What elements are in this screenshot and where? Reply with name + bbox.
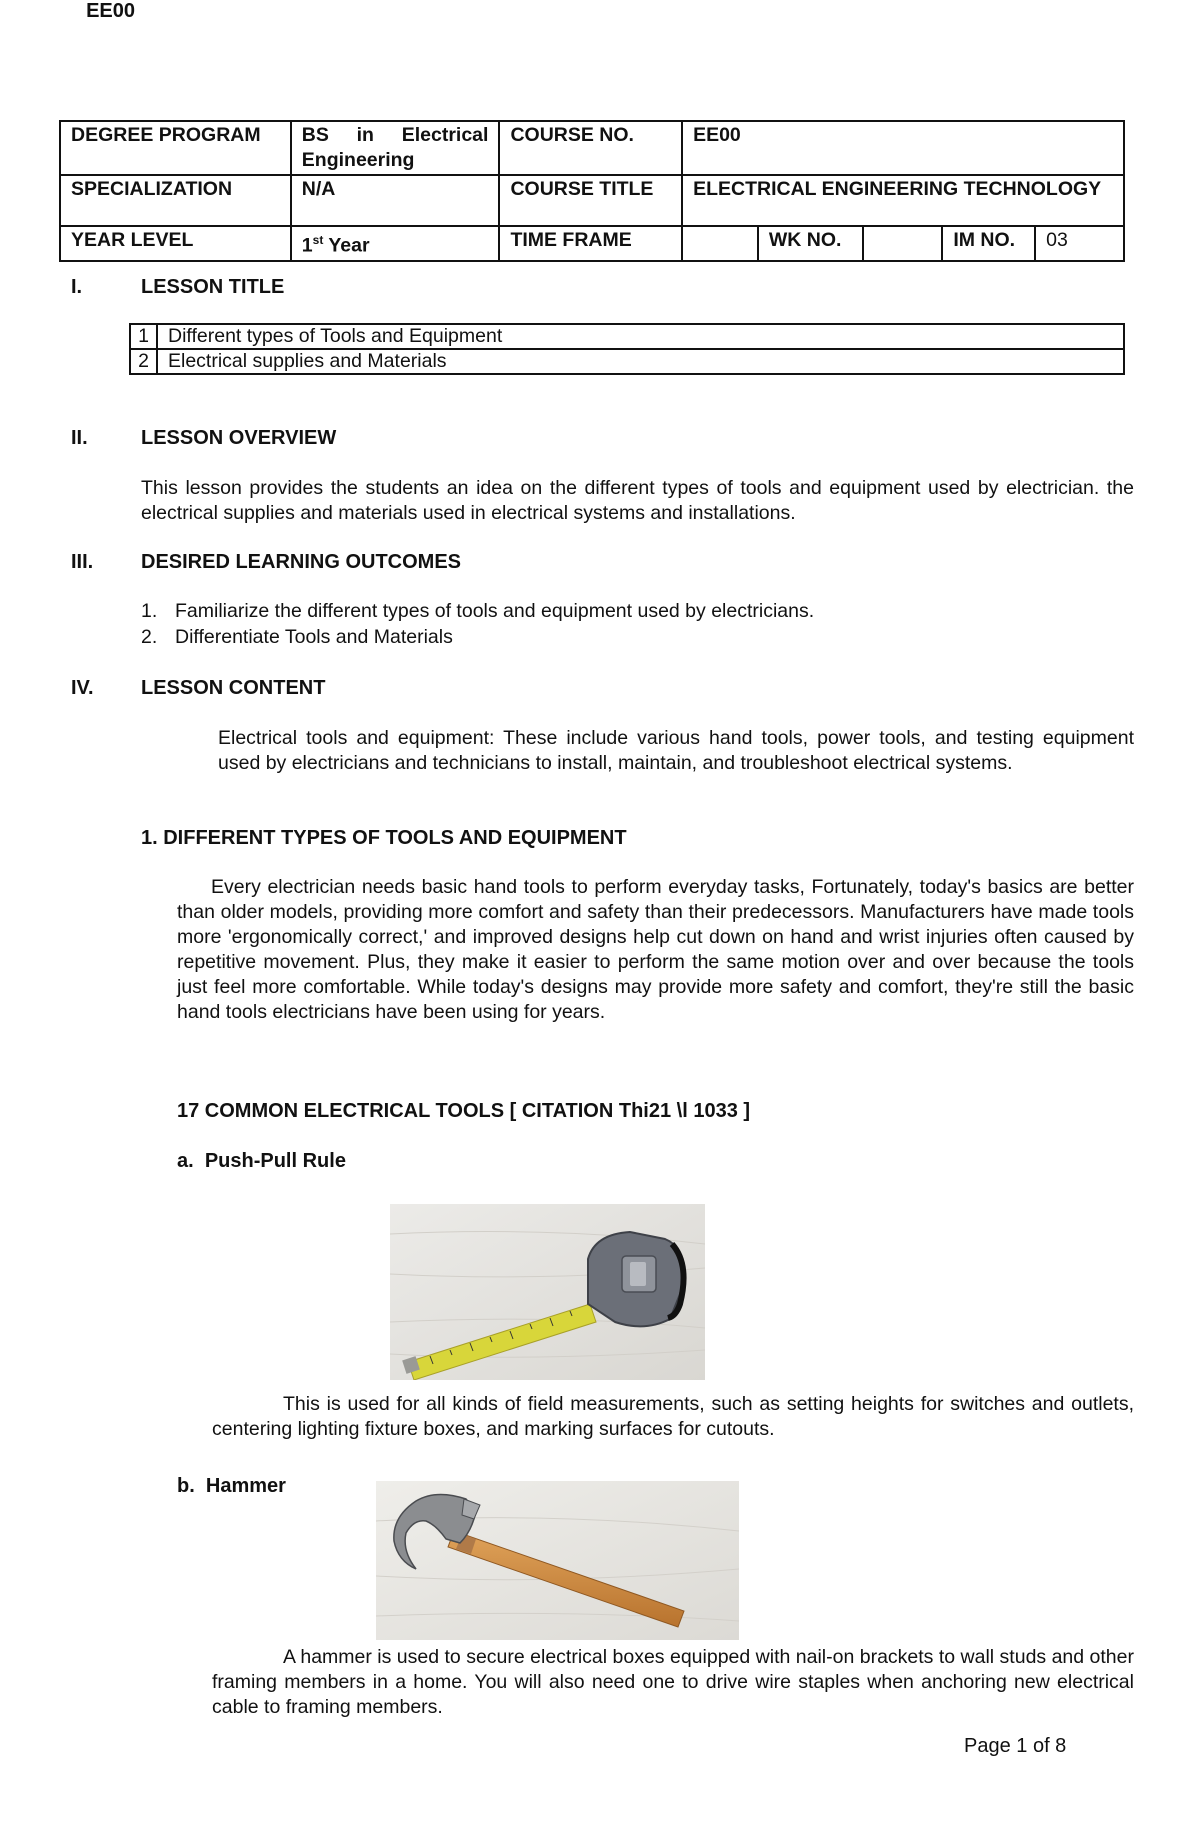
subsection-paragraph: Every electrician needs basic hand tools to perform everyday tasks, Fortunately, today's basics are better than older models, providing more comfort and safety than their predecessors. Manufacturers have made tools more 'ergonomically correct,' and improved designs help cut down on hand and wrist injuries often caused by repetitive movement. Plus, they make it easier to perform the same motion over and over because the tools just feel more comfortable. While today's designs may provide more safety and comfort, they're still the basic hand tools electricians have been using for years.	[177, 876, 1134, 1023]
year-level-value: 1st Year	[291, 226, 500, 261]
subsection-heading: 1. DIFFERENT TYPES OF TOOLS AND EQUIPMENT	[141, 827, 627, 849]
outcomes-list	[141, 598, 814, 650]
tool-heading: a. Push-Pull Rule	[177, 1150, 346, 1172]
course-title-label: COURSE TITLE	[499, 175, 682, 226]
tape-measure-image	[390, 1204, 705, 1380]
lesson-number: 2	[130, 349, 157, 374]
lesson-title-table	[129, 323, 1125, 375]
lesson-row	[130, 349, 1124, 374]
section-title: LESSON OVERVIEW	[141, 427, 337, 449]
lesson-row	[130, 324, 1124, 349]
section-title: LESSON TITLE	[141, 276, 285, 298]
lesson-title: Electrical supplies and Materials	[157, 349, 1124, 374]
year-level-label: YEAR LEVEL	[60, 226, 291, 261]
course-info-table	[59, 120, 1125, 262]
overview-paragraph: This lesson provides the students an idea on the different types of tools and equipment used by electrician. the electrical supplies and materials used in electrical systems and installations.	[141, 477, 1134, 524]
degree-program-label: DEGREE PROGRAM	[60, 121, 291, 175]
tool-description: A hammer is used to secure electrical boxes equipped with nail-on brackets to wall studs and other framing members in a home. You will also need one to drive wire staples when anchoring new electrical cable to framing members.	[212, 1646, 1134, 1718]
time-frame-label: TIME FRAME	[499, 226, 682, 261]
course-no-value: EE00	[682, 121, 1124, 175]
course-no-label: COURSE NO.	[499, 121, 682, 175]
tape-measure-icon	[390, 1204, 705, 1380]
section-number: II.	[71, 427, 88, 449]
lesson-number: 1	[130, 324, 157, 349]
wk-no-label: WK NO.	[758, 226, 863, 261]
list-item: 1. Familiarize the different types of tools and equipment used by electricians.	[141, 600, 815, 622]
specialization-label: SPECIALIZATION	[60, 175, 291, 226]
tool-heading: b. Hammer	[177, 1475, 286, 1497]
section-title: LESSON CONTENT	[141, 677, 326, 699]
section-number: I.	[71, 276, 83, 298]
content-intro-paragraph: Electrical tools and equipment: These include various hand tools, power tools, and testing equipment used by electricians and technicians to install, maintain, and troubleshoot electrical systems.	[218, 727, 1134, 774]
tool-description: This is used for all kinds of field measurements, such as setting heights for switches and outlets, centering lighting fixture boxes, and marking surfaces for cutouts.	[212, 1393, 1134, 1440]
hammer-image	[376, 1481, 739, 1640]
course-title-value: ELECTRICAL ENGINEERING TECHNOLOGY	[682, 175, 1124, 226]
section-number: III.	[71, 551, 94, 573]
degree-program-value: BS in Electrical Engineering	[291, 121, 500, 175]
section-number: IV.	[71, 677, 94, 699]
common-tools-heading: 17 COMMON ELECTRICAL TOOLS [ CITATION Thi21 \l 1033 ]	[177, 1100, 751, 1122]
im-no-label: IM NO.	[942, 226, 1035, 261]
lesson-title: Different types of Tools and Equipment	[157, 324, 1124, 349]
specialization-value: N/A	[291, 175, 500, 226]
wk-no-value	[863, 226, 943, 261]
time-frame-value	[682, 226, 758, 261]
list-item: 2. Differentiate Tools and Materials	[141, 626, 453, 648]
page-number: Page 1 of 8	[964, 1735, 1067, 1757]
section-title: DESIRED LEARNING OUTCOMES	[141, 551, 462, 573]
hammer-icon	[376, 1481, 739, 1640]
im-no-value: 03	[1035, 226, 1124, 261]
course-code-header: EE00	[86, 0, 135, 22]
